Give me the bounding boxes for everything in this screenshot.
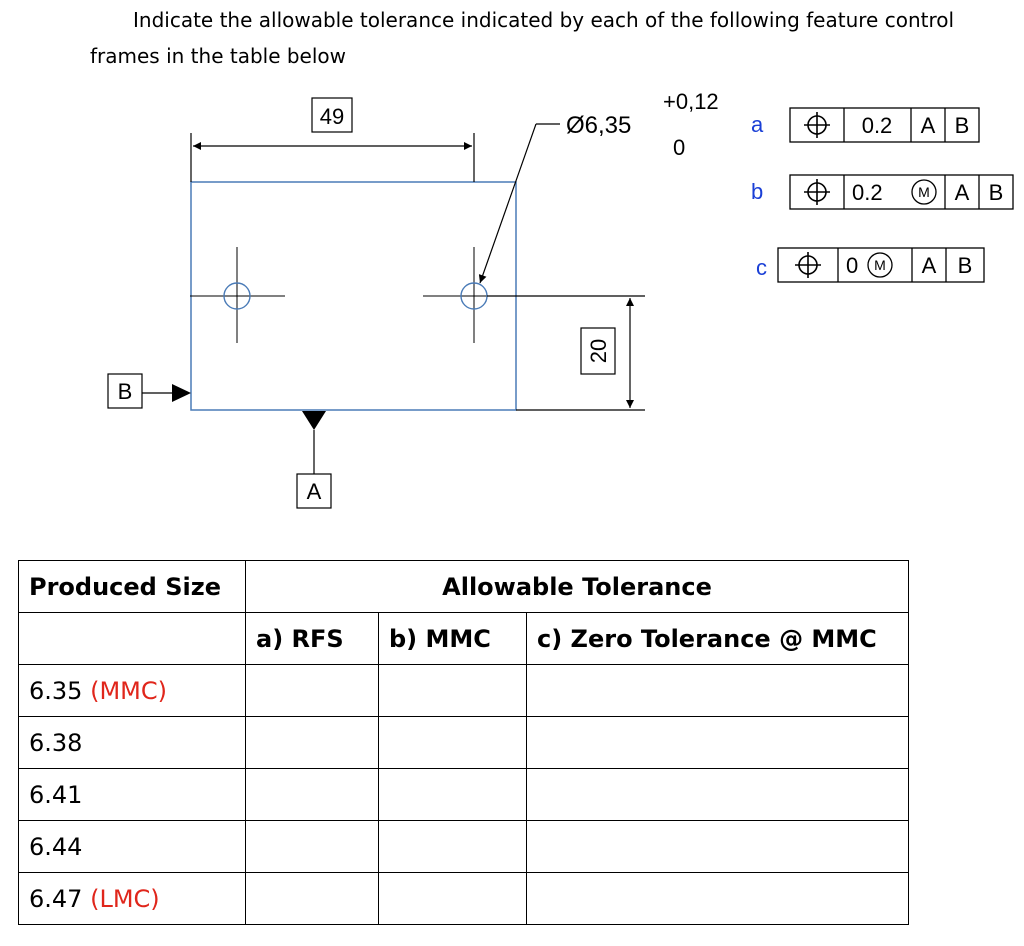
size-value: 6.47 — [29, 884, 83, 913]
mmc-answer-cell[interactable] — [379, 769, 527, 821]
produced-size-header: Produced Size — [19, 561, 246, 613]
size-note: (LMC) — [90, 884, 160, 913]
mmc-header: b) MMC — [379, 613, 527, 665]
hole-left — [190, 247, 285, 343]
datum-b — [108, 374, 191, 408]
frame-b-datum-1: A — [954, 180, 970, 205]
table-row — [19, 821, 909, 873]
mmc-answer-cell[interactable] — [379, 717, 527, 769]
rfs-answer-cell[interactable] — [246, 821, 379, 873]
table-cell — [19, 613, 246, 665]
table-subheader-row — [19, 613, 909, 665]
size-value: 6.35 — [29, 676, 83, 705]
size-cell — [19, 821, 246, 873]
feature-control-frame-a — [751, 108, 979, 142]
table-row — [19, 873, 909, 925]
table-header-row — [19, 561, 909, 613]
frame-a-datum-2: B — [954, 113, 970, 138]
table-row — [19, 665, 909, 717]
frame-c-datum-2: B — [957, 253, 973, 278]
mmc-answer-cell[interactable] — [379, 665, 527, 717]
dimension-49 — [191, 98, 474, 182]
size-value: 6.44 — [29, 832, 83, 861]
dim-height-text: 20 — [586, 338, 611, 364]
datum-a-label: A — [306, 479, 322, 504]
zero-tolerance-answer-cell[interactable] — [527, 769, 909, 821]
hole-right — [423, 247, 515, 343]
instruction-line-2: frames in the table below — [90, 44, 347, 68]
rfs-answer-cell[interactable] — [246, 665, 379, 717]
frame-c-label: c — [756, 255, 767, 280]
zero-tolerance-header: c) Zero Tolerance @ MMC — [527, 613, 909, 665]
rfs-header: a) RFS — [246, 613, 379, 665]
frame-a-tolerance: 0.2 — [861, 113, 893, 138]
frame-b-tolerance: 0.2 — [852, 180, 883, 205]
hole-diameter-text: Ø6,35 — [566, 112, 632, 139]
rfs-answer-cell[interactable] — [246, 873, 379, 925]
rfs-answer-cell[interactable] — [246, 717, 379, 769]
gdt-drawing — [0, 80, 1024, 520]
size-value: 6.41 — [29, 780, 83, 809]
datum-b-label: B — [117, 379, 133, 404]
zero-tolerance-answer-cell[interactable] — [527, 665, 909, 717]
zero-tolerance-answer-cell[interactable] — [527, 821, 909, 873]
size-cell — [19, 873, 246, 925]
frame-b-label: b — [751, 179, 764, 204]
size-cell — [19, 665, 246, 717]
zero-tolerance-answer-cell[interactable] — [527, 873, 909, 925]
frame-c-modifier: M — [874, 257, 886, 273]
feature-control-frame-c — [756, 248, 984, 282]
datum-a — [297, 411, 331, 508]
tolerance-upper-text: +0,12 — [663, 89, 719, 114]
dimension-20 — [487, 296, 645, 410]
mmc-answer-cell[interactable] — [379, 821, 527, 873]
allowable-tolerance-header: Allowable Tolerance — [246, 561, 909, 613]
size-value: 6.38 — [29, 728, 83, 757]
size-note: (MMC) — [90, 676, 167, 705]
instruction-line-1: Indicate the allowable tolerance indicated by each of the following feature control — [133, 8, 955, 32]
mmc-answer-cell[interactable] — [379, 873, 527, 925]
table-row — [19, 769, 909, 821]
frame-a-datum-1: A — [920, 113, 936, 138]
frame-a-label: a — [751, 112, 764, 137]
frame-c-datum-1: A — [921, 253, 937, 278]
frame-b-modifier: M — [918, 184, 930, 200]
tolerance-table — [18, 560, 909, 925]
zero-tolerance-answer-cell[interactable] — [527, 717, 909, 769]
frame-c-tolerance: 0 — [846, 253, 859, 278]
size-cell — [19, 717, 246, 769]
dim-width-text: 49 — [319, 104, 345, 129]
rfs-answer-cell[interactable] — [246, 769, 379, 821]
table-row — [19, 717, 909, 769]
feature-control-frame-b — [751, 175, 1013, 209]
size-cell — [19, 769, 246, 821]
tolerance-lower-text: 0 — [673, 135, 686, 160]
frame-b-datum-2: B — [988, 180, 1004, 205]
